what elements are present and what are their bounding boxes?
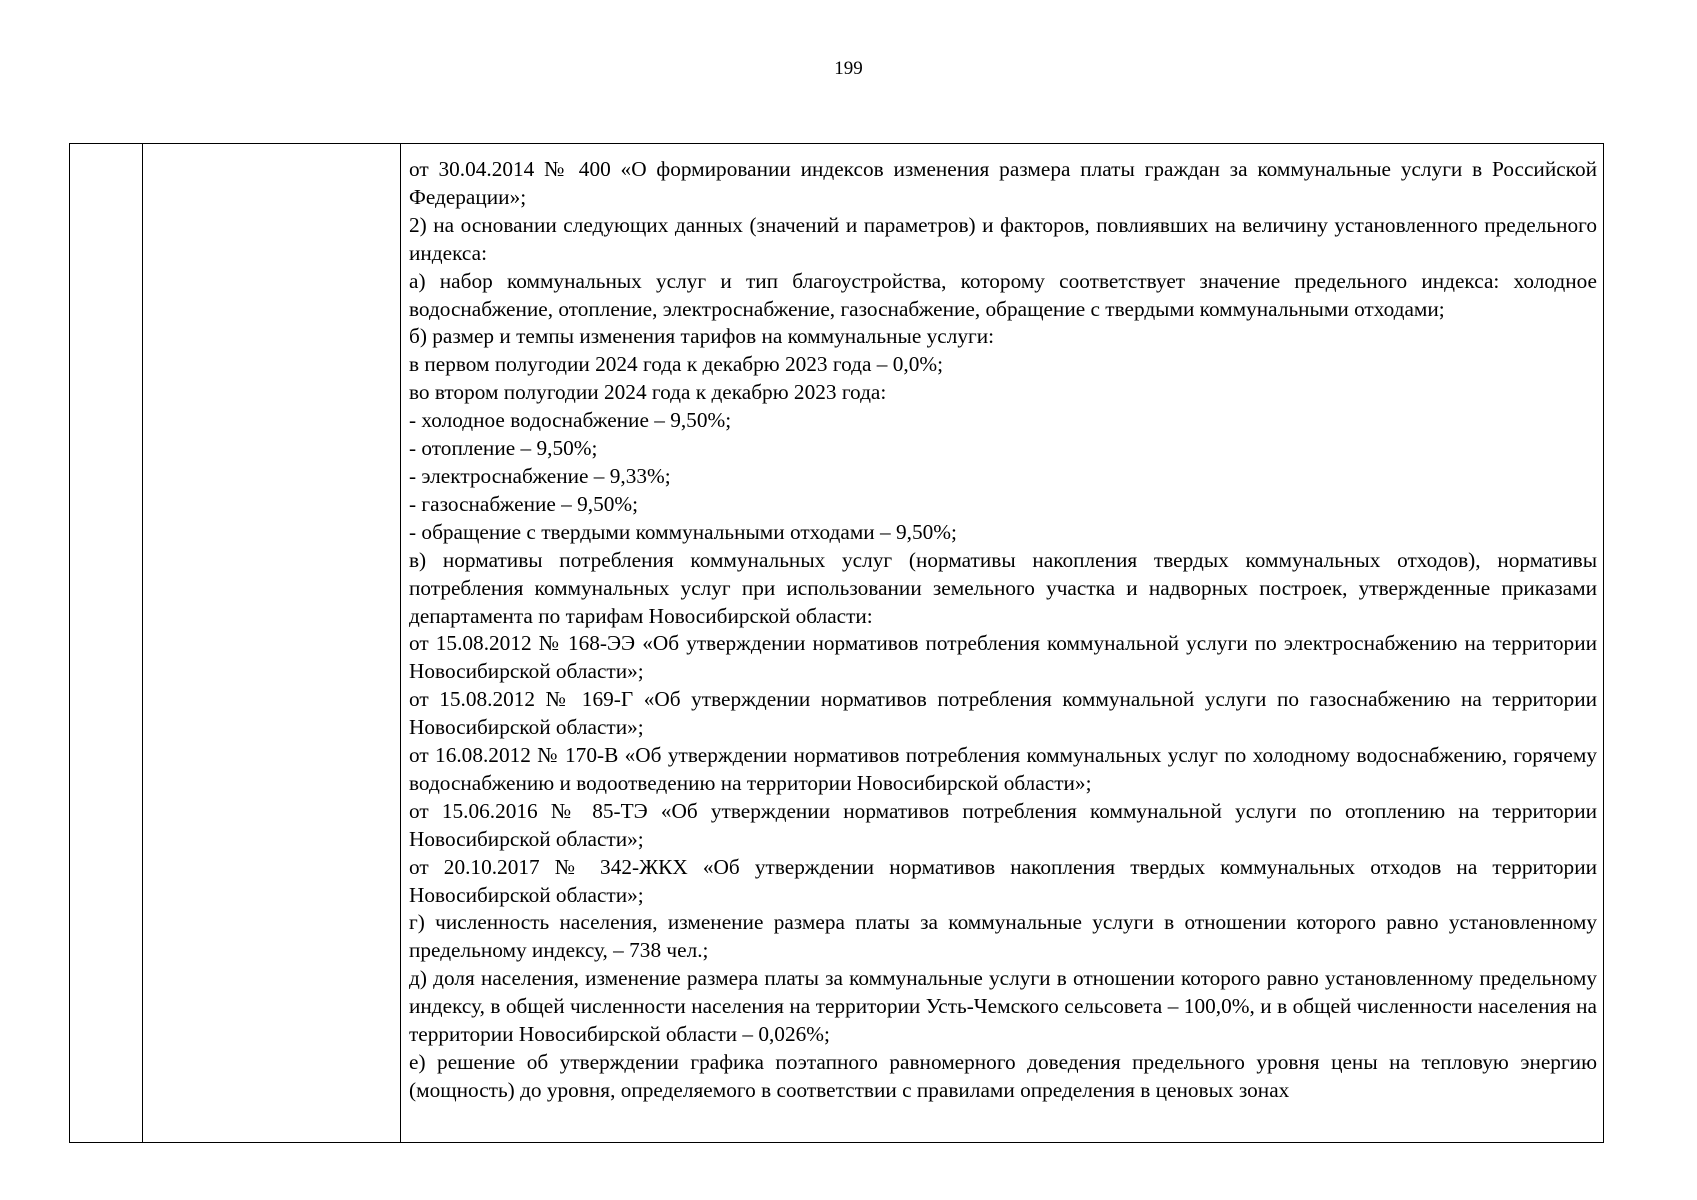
paragraph-20: е) решение об утверждении графика поэтапного равномерного доведения предельного уровня цены на тепловую энергию (мощность) до уровня, определяемого в соответствии с правилами определения в ценовых зонах (409, 1050, 1597, 1102)
name-cell (143, 144, 401, 1143)
paragraph-16: от 15.06.2016 № 85-ТЭ «Об утверждении нормативов потребления коммунальной услуги по отоплению на территории Новосибирской области»; (409, 798, 1597, 851)
paragraph-8: - отопление – 9,50%; (409, 436, 598, 461)
paragraph-5: в первом полугодии 2024 года к декабрю 2023 года – 0,0%; (409, 352, 944, 377)
content-cell (401, 144, 1604, 1143)
document-table (69, 143, 1604, 1143)
paragraph-4: б) размер и темпы изменения тарифов на коммунальные услуги: (409, 324, 995, 349)
number-cell (70, 144, 143, 1143)
page-number: 199 (834, 58, 863, 79)
paragraph-19: д) доля населения, изменение размера платы за коммунальные услуги в отношении которого равно установленному предельному индексу, в общей численности населения на территории Усть-Чемского сельсовета – 100,0%, и в общей численности населения на территории Новосибирской области – 0,026%; (409, 966, 1597, 1047)
paragraph-11: - обращение с твердыми коммунальными отходами – 9,50%; (409, 519, 957, 544)
paragraph-10: - газоснабжение – 9,50%; (409, 491, 639, 516)
paragraph-6: во втором полугодии 2024 года к декабрю 2023 года: (409, 380, 887, 405)
paragraph-18: г) численность населения, изменение размера платы за коммунальные услуги в отношении которого равно установленному предельному индексу, – 738 чел.; (409, 910, 1597, 963)
table-row (70, 144, 1604, 1143)
paragraph-3: а) набор коммунальных услуг и тип благоустройства, которому соответствует значение предельного индекса: холодное водоснабжение, отопление, электроснабжение, газоснабжение, обращение с твердыми коммунальными отходами; (409, 268, 1597, 321)
paragraph-7: - холодное водоснабжение – 9,50%; (409, 408, 732, 433)
paragraph-9: - электроснабжение – 9,33%; (409, 463, 671, 488)
paragraph-15: от 16.08.2012 № 170-В «Об утверждении нормативов потребления коммунальных услуг по холодному водоснабжению, горячему водоснабжению и водоотведению на территории Новосибирской области»; (409, 743, 1597, 795)
paragraph-12: в) нормативы потребления коммунальных услуг (нормативы накопления твердых коммунальных отходов), нормативы потребления коммунальных услуг при использовании земельного участка и надворных построек, утвержденные приказами департамента по тарифам Новосибирской области: (409, 547, 1597, 628)
paragraph-14: от 15.08.2012 № 169-Г «Об утверждении нормативов потребления коммунальной услуги по газоснабжению на территории Новосибирской области»; (409, 687, 1597, 740)
paragraph-2: 2) на основании следующих данных (значений и параметров) и факторов, повлиявших на величину установленного предельного индекса: (409, 212, 1597, 265)
paragraph-1: от 30.04.2014 № 400 «О формировании индексов изменения размера платы граждан за коммунальные услуги в Российской Федерации»; (409, 157, 1597, 209)
paragraph-13: от 15.08.2012 № 168-ЭЭ «Об утверждении нормативов потребления коммунальной услуги по электроснабжению на территории Новосибирской области»; (409, 631, 1597, 684)
paragraph-17: от 20.10.2017 № 342-ЖКХ «Об утверждении нормативов накопления твердых коммунальных отходов на территории Новосибирской области»; (409, 854, 1597, 907)
